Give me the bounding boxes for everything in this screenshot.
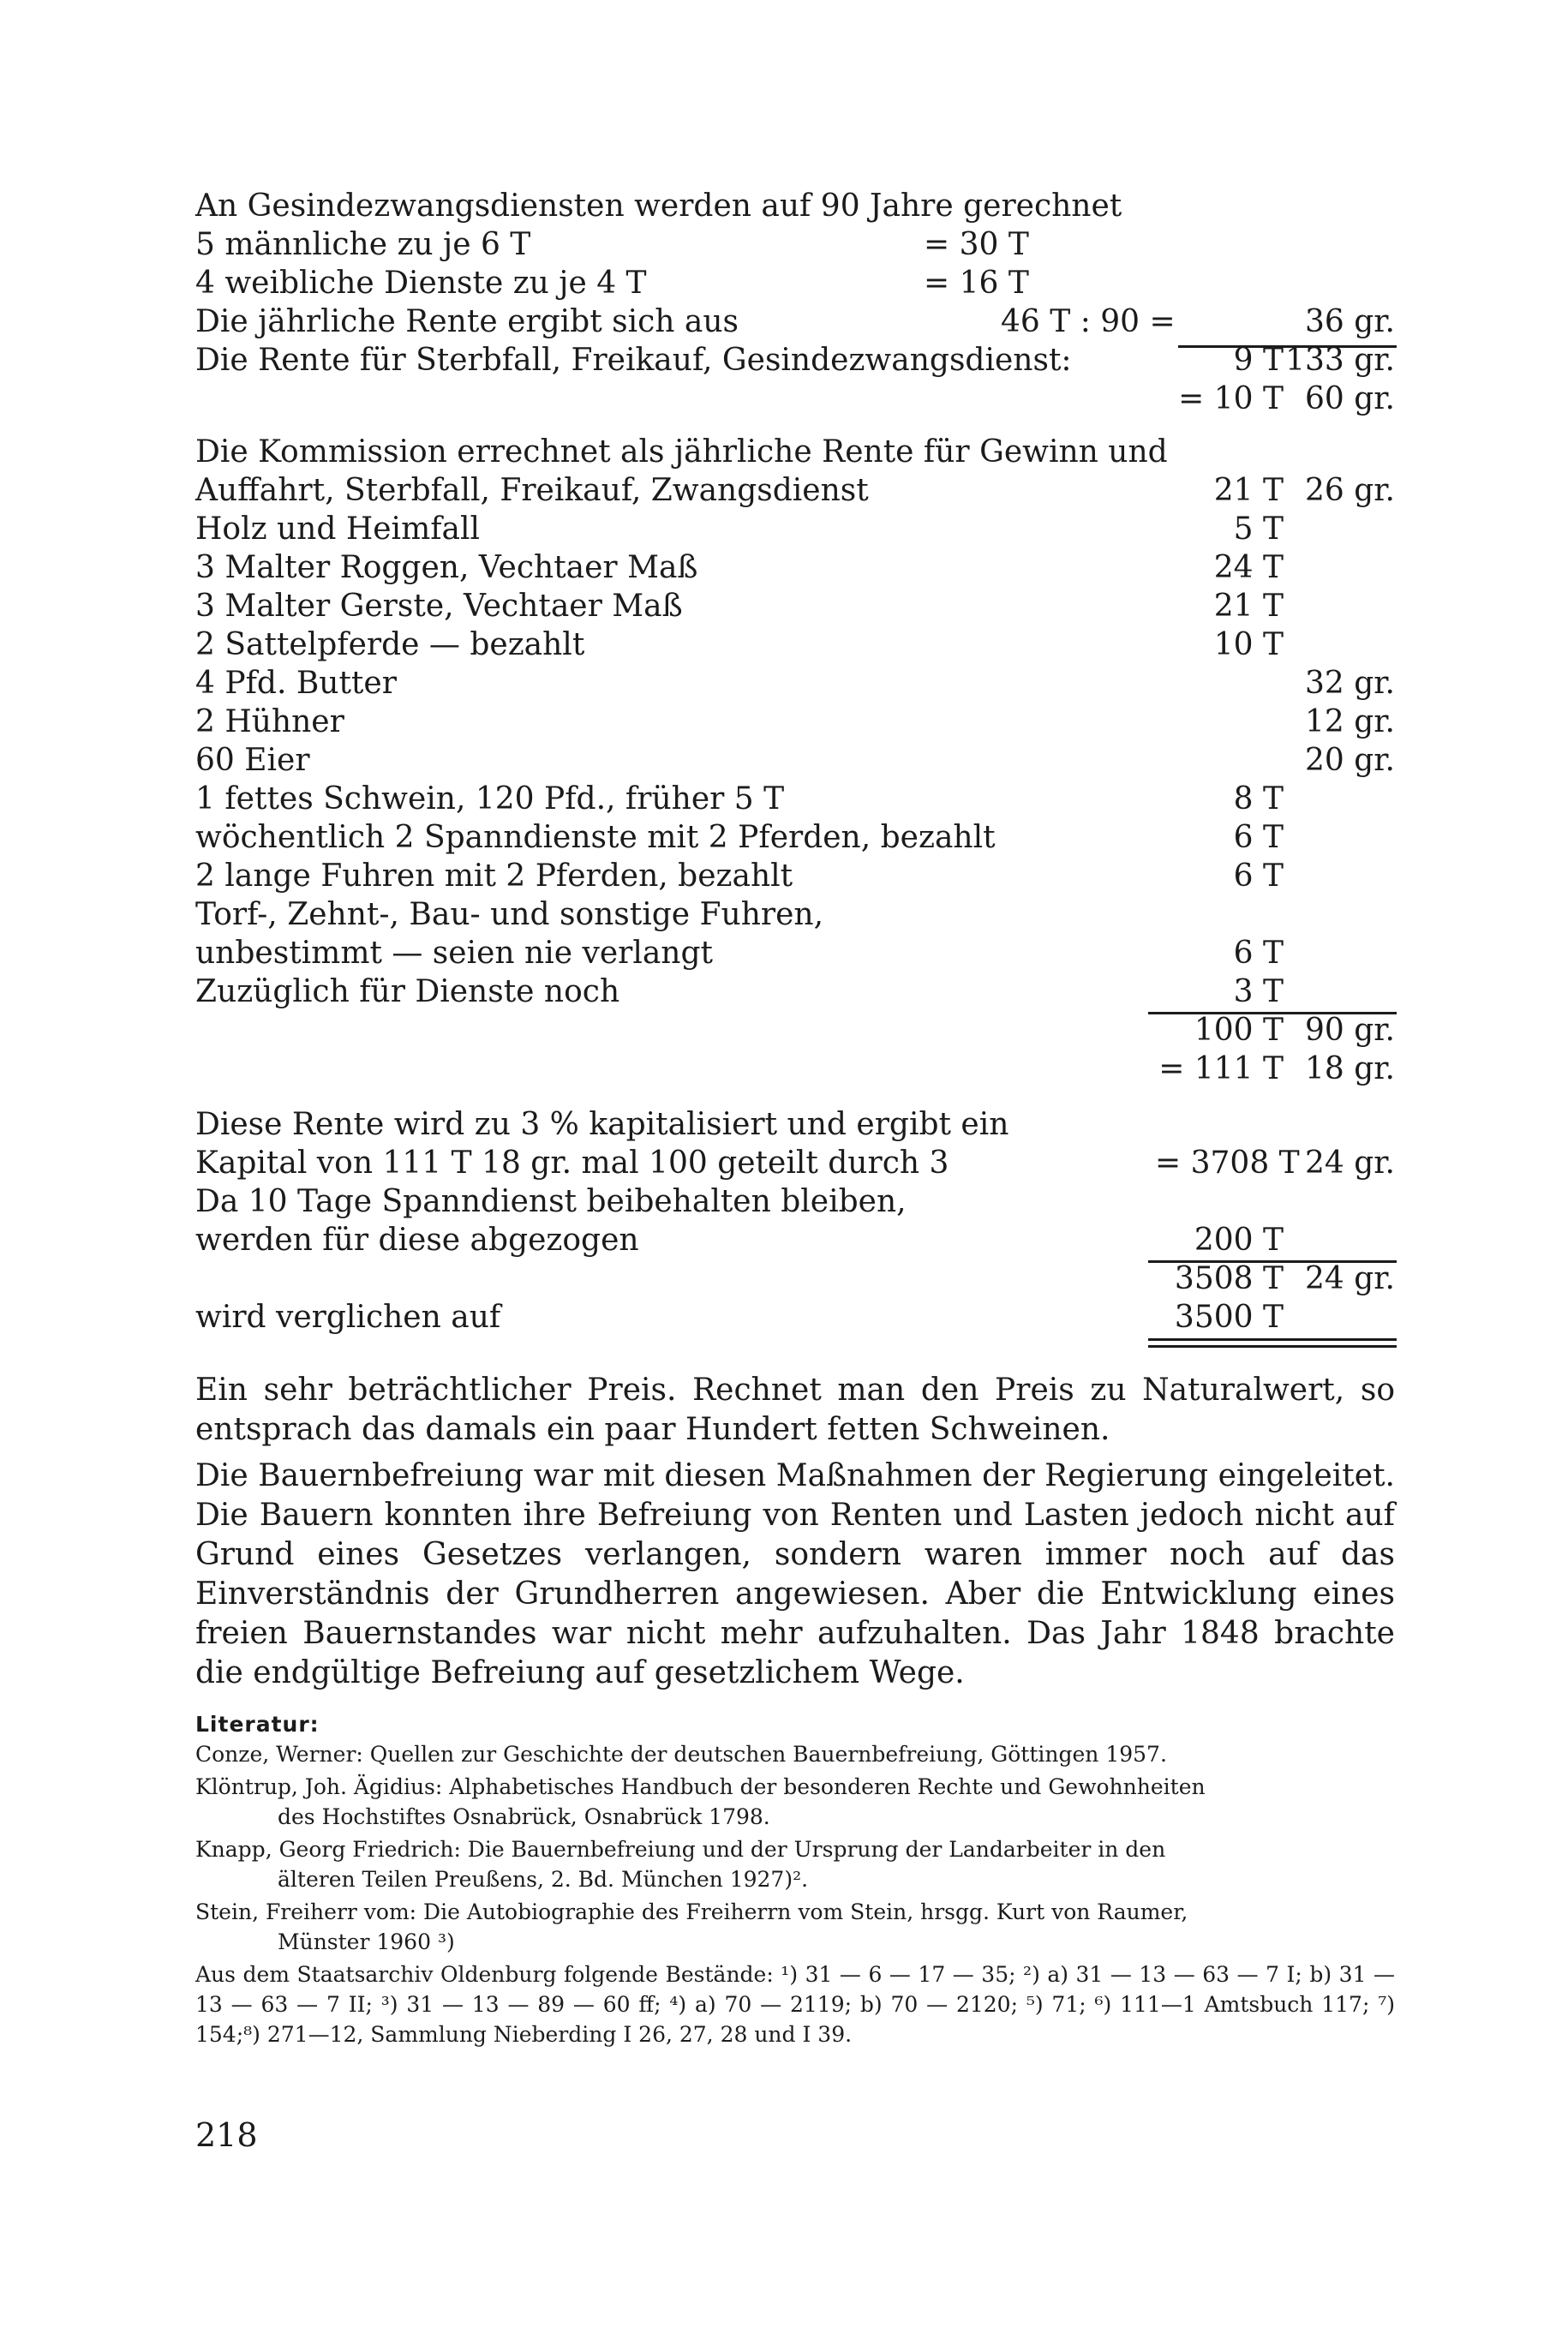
row-text: Diese Rente wird zu 3 % kapitalisiert und ergibt ein [195,1107,1009,1142]
page-number: 218 [195,2116,258,2154]
literature-entry: Stein, Freiherr vom: Die Autobiographie des Freiherrn vom Stein, hrsgg. Kurt von Raumer, Münster 1960 ³) [195,1899,1188,1954]
row-text: 2 Hühner [195,704,344,739]
row-text: Kapital von 111 T 18 gr. mal 100 geteilt durch 3 [195,1146,949,1181]
block-kapital: Diese Rente wird zu 3 % kapitalisiert und ergibt ein Kapital von 111 T 18 gr. mal 100 geteilt durch 3 = 3708 T 24 gr. Da 10 Tage Spanndienst beibehalten bleiben, werden für diese abgezogen 200 T 3508 T 24 gr. wird verglichen auf 3500 T [195,1107,1395,1335]
block-gesindezwang: An Gesindezwangsdiensten werden auf 90 Jahre gerechnet 5 männliche zu je 6 T = 30 T 4 weibliche Dienste zu je 4 T = 16 T Die jährliche Rente ergibt sich aus 46 T : 90 = 36 gr. Die Rente für Sterbfall, Freikauf, Gesindezwangsdienst: 9 T 133 gr. = 10 T 60 gr. [195,188,1395,416]
literature-entry: Conze, Werner: Quellen zur Geschichte der deutschen Bauernbefreiung, Göttingen 1957. [195,1742,1167,1767]
row-text: Holz und Heimfall [195,511,481,547]
row-mid: = 30 T [924,227,1029,262]
row-text: 3 Malter Roggen, Vechtaer Maß [195,550,698,585]
literature-heading: Literatur: [195,1712,320,1737]
row-text: Zuzüglich für Dienste noch [195,974,620,1009]
paragraph: Die Bauernbefreiung war mit diesen Maßnahmen der Regierung eingeleitet. Die Bauern konnten ihre Befreiung von Renten und Lasten jedoch nicht auf Grund eines Gesetzes verlangen, sondern waren immer noch auf das Einverständnis der Grundherren angewiesen. Aber die Entwicklung eines freien Bauernstandes war nicht mehr aufzuhalten. Das Jahr 1848 brachte die endgültige Befreiung auf gesetzlichem Wege. [195,1458,1395,1690]
row-text: Da 10 Tage Spanndienst beibehalten bleiben, [195,1184,907,1219]
row-text: Torf-, Zehnt-, Bau- und sonstige Fuhren, [195,897,824,932]
row-text: Die Rente für Sterbfall, Freikauf, Gesindezwangsdienst: [195,343,1072,378]
row-text [195,1050,1155,1088]
row-text: 1 fettes Schwein, 120 Pfd., früher 5 T [195,781,785,817]
literature-entry: Knapp, Georg Friedrich: Die Bauernbefreiung und der Ursprung der Landarbeiter in den älteren Teilen Preußens, 2. Bd. München 1927)². [195,1837,1166,1892]
row-text: An Gesindezwangsdiensten werden auf 90 Jahre gerechnet [195,188,1122,224]
sum-rule [1148,1012,1397,1014]
row-text: 4 Pfd. Butter [195,666,397,701]
row-text: 2 lange Fuhren mit 2 Pferden, bezahlt [195,858,793,894]
row-text: Die jährliche Rente ergibt sich aus 46 T : 90 = [195,304,1176,339]
double-rule-top [1148,1338,1397,1341]
row-mid: = 16 T [924,266,1029,301]
row-text: unbestimmt — seien nie verlangt [195,936,714,971]
row-text [195,1259,1155,1298]
row-text: Die Kommission errechnet als jährliche Rente für Gewinn und [195,434,1168,470]
literature-entry: Klöntrup, Joh. Ägidius: Alphabetisches Handbuch der besonderen Rechte und Gewohnheiten des Hochstiftes Osnabrück, Osnabrück 1798. [195,1774,1206,1829]
row-mid: 46 T : 90 = [1001,304,1176,339]
row-text: 3 Malter Gerste, Vechtaer Maß [195,589,683,624]
sum-rule [1148,1260,1397,1263]
paragraph: Ein sehr beträchtlicher Preis. Rechnet man den Preis zu Naturalwert, so entsprach das damals ein paar Hundert fetten Schweinen. [195,1373,1395,1447]
row-text: 5 männliche zu je 6 T = 30 T [195,227,1029,262]
row-text: werden für diese abgezogen [195,1223,639,1258]
double-rule-bottom [1148,1345,1397,1348]
literature-list [195,1739,1395,2052]
row-text [195,380,1155,418]
block-kommission: Die Kommission errechnet als jährliche Rente für Gewinn und Auffahrt, Sterbfall, Freikauf, Zwangsdienst 21 T 26 gr. Holz und Heimfall 5 T 3 Malter Roggen, Vechtaer Maß 24 T 3 Malter Gerste, Vechtaer Maß 21 T 2 Sattelpferde — bezahlt 10 T 4 Pfd. Butter 32 gr. 2 Hühner 12 gr. 60 Eier 20 gr. 1 fettes Schwein, 120 Pfd., früher 5 T 8 T wöchentlich 2 Spanndienste mit 2 Pferden, bezahlt 6 T 2 lange Fuhren mit 2 Pferden, bezahlt 6 T Torf-, Zehnt-, Bau- und sonstige Fuhren, unbestimmt — seien nie verlangt 6 T Zuzüglich für Dienste noch 3 T 100 T 90 gr. = 111 T 18 gr. [195,434,1395,1086]
row-text: 2 Sattelpferde — bezahlt [195,627,585,662]
row-text: 4 weibliche Dienste zu je 4 T = 16 T [195,266,1029,301]
sum-rule [1178,345,1397,348]
row-text: Auffahrt, Sterbfall, Freikauf, Zwangsdienst [195,473,869,508]
row-text [195,1011,1155,1050]
literature-entry: Aus dem Staatsarchiv Oldenburg folgende Bestände: ¹) 31 — 6 — 17 — 35; ²) a) 31 — 13 — 63 — 7 I; b) 31 — 13 — 63 — 7 II; ³) 31 — 13 — 89 — 60 ff; ⁴) a) 70 — 2119; b) 70 — 2120; ⁵) 71; ⁶) 111—1 Amtsbuch 117; ⁷) 154;⁸) 271—12, Sammlung Nieberding I 26, 27, 28 und I 39. [195,1962,1395,2047]
row-text: wöchentlich 2 Spanndienste mit 2 Pferden, bezahlt [195,820,996,855]
row-text: wird verglichen auf [195,1300,501,1335]
row-text: 60 Eier [195,743,310,778]
